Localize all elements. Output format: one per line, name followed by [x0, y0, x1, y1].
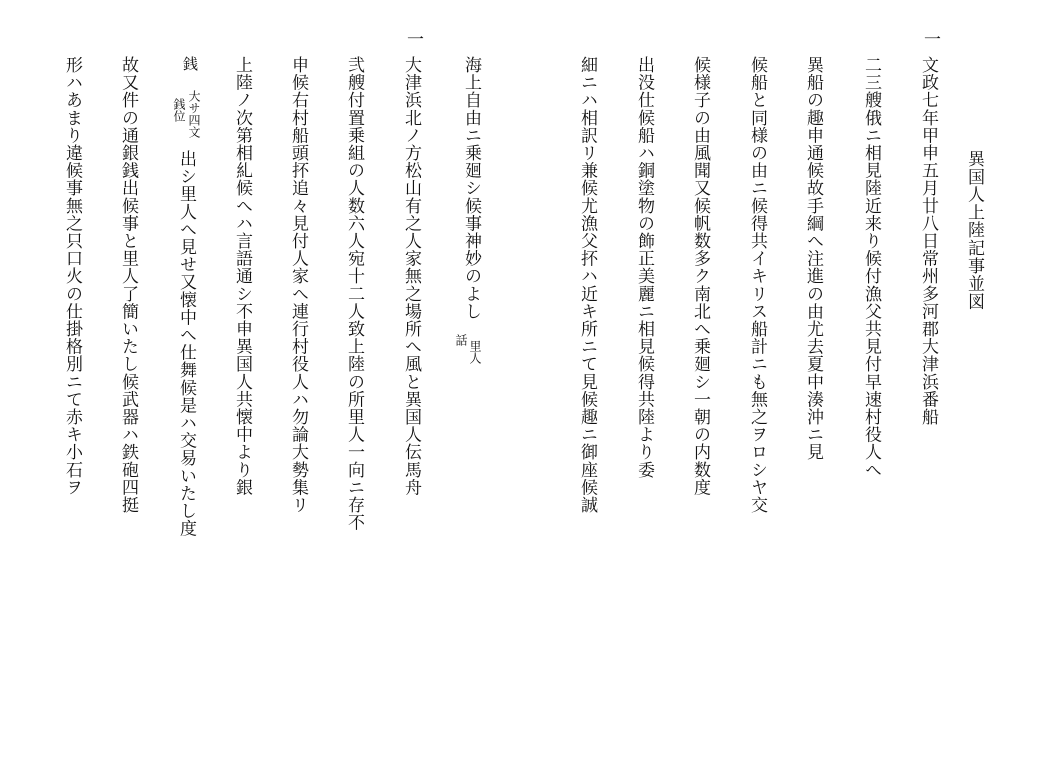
text-column-5: 候様子の由風聞又候帆数多ク南北へ乗廻シ一朝の内数度 [690, 56, 710, 496]
item-mark-2: 一 [403, 30, 423, 47]
text-column-2: 二三艘俄ニ相見陸近来り候付漁父共見付早速村役人へ [861, 56, 881, 479]
text-column-11: 申候右村船頭抔追々見付人家へ連行村役人ハ勿論大勢集リ [288, 56, 308, 514]
text-column-12: 上陸ノ次第相糺候へハ言語通シ不申異国人共懐中より銀 [232, 56, 252, 496]
text-column-15: 形ハあまり違候事無之只口火の仕掛格別ニて赤キ小石ヲ [62, 56, 82, 496]
text-column-14: 故又件の通銀銭出候事と里人了簡いたし候武器ハ鉄砲四挺 [118, 56, 138, 514]
note-sato-hito: 里人 [468, 340, 482, 364]
note-daisa-yonmon: 大サ四文 [187, 90, 201, 138]
note-zeni: 銭 [181, 56, 199, 71]
text-column-10: 弐艘付置乗組の人数六人宛十二人致上陸の所里人一向ニ存不 [344, 56, 364, 532]
text-column-6: 出没仕候船ハ銅塗物の飾正美麗ニ相見候得共陸より委 [634, 56, 654, 479]
text-column-8: 海上自由ニ乗廻シ候事神妙のよし [461, 56, 481, 320]
note-hanashi: 話 [454, 334, 468, 346]
text-column-3: 異船の趣申通候故手綱へ注進の由尤去夏中湊沖ニ見 [803, 56, 823, 461]
text-column-9: 大津浜北ノ方松山有之人家無之場所へ風と異国人伝馬舟 [401, 56, 421, 496]
text-column-13: 出シ里人へ見せ又懐中へ仕舞候是ハ交易いたし度 [176, 150, 196, 538]
text-column-7: 細ニハ相訳リ兼候尤漁父抔ハ近キ所ニて見候趣ニ御座候誠 [577, 56, 597, 514]
document-title: 異国人上陸記事並図 [964, 150, 984, 311]
text-column-1: 文政七年甲申五月廿八日常州多河郡大津浜番船 [918, 56, 938, 426]
item-mark-1: 一 [920, 30, 940, 47]
text-column-4: 候船と同様の由ニ候得共イキリス船計ニも無之ヲロシヤ交 [747, 56, 767, 514]
note-zeni-kurai: 銭位 [172, 98, 186, 122]
